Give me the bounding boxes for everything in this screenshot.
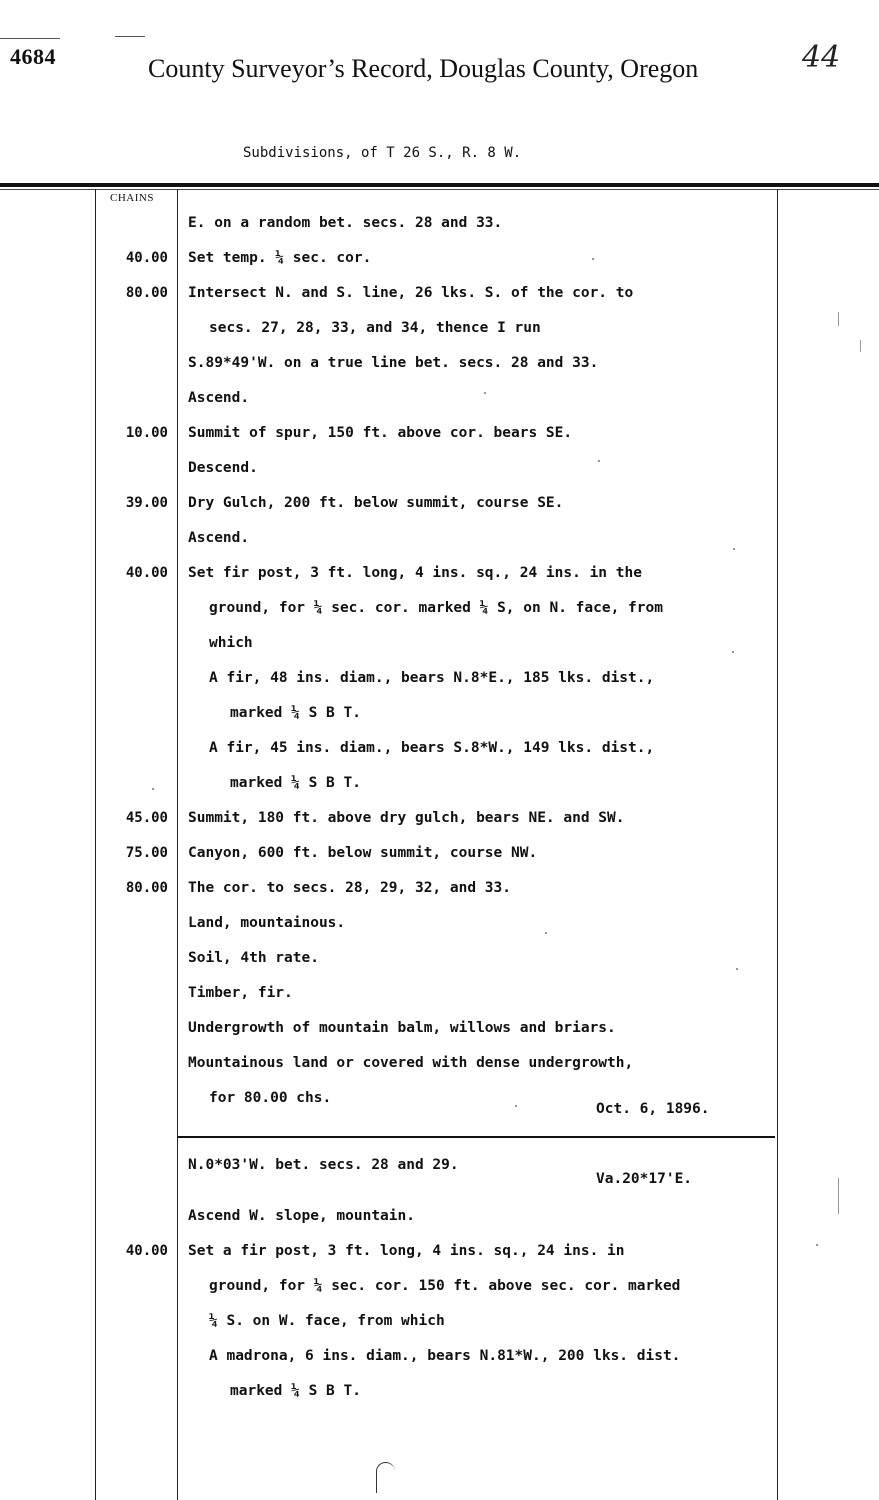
note-text: Intersect N. and S. line, 26 lks. S. of the cor. to — [188, 285, 634, 301]
note-text: ground, for ¼ sec. cor. marked ¼ S, on N. face, from — [209, 600, 663, 616]
ledger-row — [0, 239, 879, 274]
note-text: secs. 27, 28, 33, and 34, thence I run — [209, 320, 541, 336]
chains-value: 10.00 — [125, 425, 168, 441]
ledger-row — [0, 379, 879, 414]
note-text: ¼ S. on W. face, from which — [209, 1313, 445, 1329]
ledger-row — [0, 1197, 879, 1232]
scan-speck — [592, 258, 594, 260]
ledger-row — [0, 1009, 879, 1044]
scan-speck — [152, 788, 154, 790]
section-divider-rule — [178, 1136, 775, 1138]
survey-date: Oct. 6, 1896. — [596, 1101, 710, 1117]
scan-speck — [515, 1105, 517, 1107]
note-text: Dry Gulch, 200 ft. below summit, course SE. — [188, 495, 564, 511]
note-text: Soil, 4th rate. — [188, 950, 319, 966]
note-text: Summit of spur, 150 ft. above cor. bears SE. — [188, 425, 573, 441]
scan-artifact — [838, 312, 839, 326]
scan-speck — [736, 968, 738, 970]
ledger-row — [0, 1232, 879, 1267]
survey-notes-section-2 — [0, 1197, 879, 1407]
note-text: S.89*49'W. on a true line bet. secs. 28 and 33. — [188, 355, 599, 371]
scan-speck — [545, 932, 547, 934]
scan-speck — [816, 1244, 818, 1246]
ledger-row — [0, 729, 879, 764]
note-text: Set fir post, 3 ft. long, 4 ins. sq., 24 ins. in the — [188, 565, 642, 581]
ledger-row — [0, 519, 879, 554]
chains-value: 75.00 — [125, 845, 168, 861]
note-text: marked ¼ S B T. — [230, 775, 361, 791]
ledger-row — [0, 344, 879, 379]
scan-artifact — [838, 1178, 839, 1214]
ledger-row — [0, 974, 879, 1009]
note-text: which — [209, 635, 253, 651]
scan-speck — [484, 392, 486, 394]
note-text: Mountainous land or covered with dense undergrowth, — [188, 1055, 634, 1071]
ledger-row — [0, 869, 879, 904]
ledger-top-rule-thin — [0, 189, 879, 190]
note-text: E. on a random bet. secs. 28 and 33. — [188, 215, 503, 231]
scan-artifact — [860, 340, 861, 352]
chains-column-header: CHAINS — [110, 192, 154, 204]
survey-notes — [0, 204, 879, 1114]
note-text: A fir, 45 ins. diam., bears S.8*W., 149 lks. dist., — [209, 740, 655, 756]
ledger-row — [0, 904, 879, 939]
ledger-row — [0, 484, 879, 519]
note-text: marked ¼ S B T. — [230, 1383, 361, 1399]
ledger-row — [0, 1267, 879, 1302]
ledger-row — [0, 764, 879, 799]
chains-value: 40.00 — [125, 1243, 168, 1259]
note-text: Timber, fir. — [188, 985, 293, 1001]
note-text: Descend. — [188, 460, 258, 476]
ledger-row — [0, 1302, 879, 1337]
ledger-row — [0, 414, 879, 449]
chains-value: 39.00 — [125, 495, 168, 511]
note-text: Undergrowth of mountain balm, willows and briars. — [188, 1020, 616, 1036]
scan-edge-mark — [0, 38, 60, 39]
ledger-row — [0, 1044, 879, 1079]
note-text: Set temp. ¼ sec. cor. — [188, 250, 372, 266]
ledger-row — [0, 589, 879, 624]
page-number: 4684 — [10, 44, 56, 69]
sheet-number-handwritten: 44 — [802, 40, 841, 75]
note-text: Set a fir post, 3 ft. long, 4 ins. sq., 24 ins. in — [188, 1243, 625, 1259]
chains-value: 80.00 — [125, 880, 168, 896]
ledger-row — [0, 1079, 879, 1114]
ledger-row — [0, 274, 879, 309]
ledger-row — [0, 624, 879, 659]
chains-value: 45.00 — [125, 810, 168, 826]
note-text: Ascend. — [188, 390, 250, 406]
record-title: County Surveyor’s Record, Douglas County, Oregon — [148, 54, 699, 83]
ledger-row — [0, 799, 879, 834]
note-text: The cor. to secs. 28, 29, 32, and 33. — [188, 880, 512, 896]
note-text: Ascend. — [188, 530, 250, 546]
ledger-row — [0, 939, 879, 974]
scan-speck — [733, 548, 735, 550]
ledger-row — [0, 1372, 879, 1407]
scan-speck — [732, 651, 734, 653]
ledger-row — [0, 554, 879, 589]
ledger-row — [0, 449, 879, 484]
chains-value: 40.00 — [125, 565, 168, 581]
ledger-row — [0, 1337, 879, 1372]
note-text: Ascend W. slope, mountain. — [188, 1208, 415, 1224]
note-text: for 80.00 chs. — [209, 1090, 332, 1106]
note-text: ground, for ¼ sec. cor. 150 ft. above sec. cor. marked — [209, 1278, 681, 1294]
note-text: A fir, 48 ins. diam., bears N.8*E., 185 lks. dist., — [209, 670, 655, 686]
chains-value: 40.00 — [125, 250, 168, 266]
note-text: marked ¼ S B T. — [230, 705, 361, 721]
ledger-row — [0, 834, 879, 869]
chains-value: 80.00 — [125, 285, 168, 301]
magnetic-variation: Va.20*17'E. — [596, 1171, 693, 1187]
note-text: Summit, 180 ft. above dry gulch, bears NE. and SW. — [188, 810, 625, 826]
note-text: Land, mountainous. — [188, 915, 346, 931]
ledger-row — [0, 659, 879, 694]
note-text: A madrona, 6 ins. diam., bears N.81*W., 200 lks. dist. — [209, 1348, 681, 1364]
scan-edge-mark — [115, 36, 145, 37]
scan-artifact-curl — [376, 1462, 395, 1493]
ledger-row — [0, 204, 879, 239]
ledger-row — [0, 309, 879, 344]
subdivision-subtitle: Subdivisions, of T 26 S., R. 8 W. — [243, 145, 522, 161]
ledger-row — [0, 694, 879, 729]
scan-speck — [598, 460, 600, 462]
note-text: Canyon, 600 ft. below summit, course NW. — [188, 845, 538, 861]
ledger-top-rule — [0, 183, 879, 187]
line-heading: N.0*03'W. bet. secs. 28 and 29. — [188, 1157, 459, 1173]
